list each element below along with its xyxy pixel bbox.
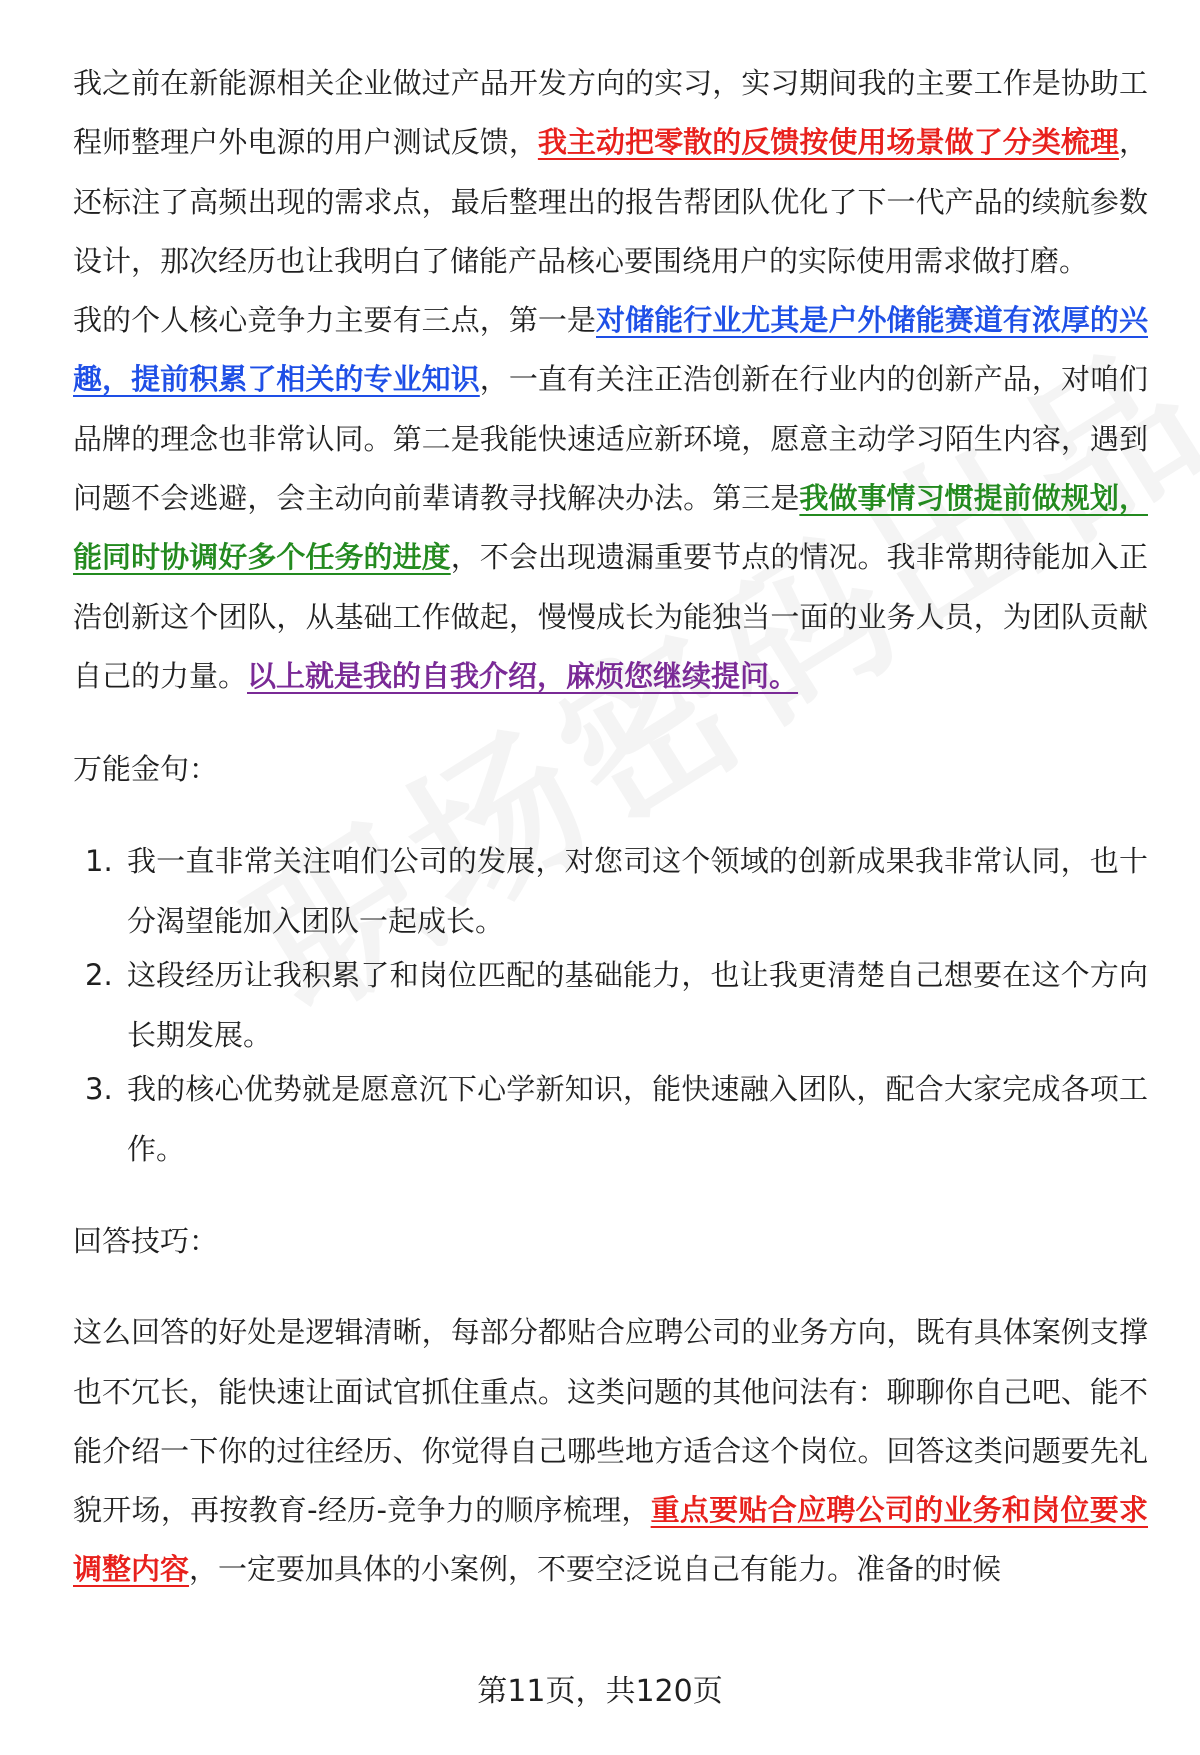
tips-text-2: ，一定要加具体的小案例，不要空泛说自己有能力。准备的时候: [189, 1552, 1002, 1587]
list-item-text: 我一直非常关注咱们公司的发展，对您司这个领域的创新成果我非常认同，也十分渴望能加入团队一起成长。: [127, 844, 1148, 938]
list-item: [73, 832, 1148, 951]
tips-paragraph: [73, 1303, 1148, 1599]
competence-text-2: ，一直有关注正浩创新在行业内的创新产品，对咱们品牌的理念也非常认同。第二是我能快速适应新环境，愿意主动学习陌生内容，遇到问题不会逃避，会主动向前辈请教寻找解决办法。第三是: [73, 362, 1148, 516]
intro-text-2: ，还标注了高频出现的需求点，最后整理出的报告帮团队优化了下一代产品的续航参数设计，那次经历也让我明白了储能产品核心要围绕用户的实际使用需求做打磨。: [73, 125, 1148, 278]
list-item-number: 1.: [85, 844, 113, 879]
list-item: [73, 946, 1148, 1065]
golden-sentences-list: [73, 832, 1148, 1179]
golden-sentences-label: 万能金句：: [73, 752, 219, 787]
tips-label: 回答技巧：: [73, 1224, 219, 1259]
list-item: [73, 1060, 1148, 1179]
intro-text-1: 我之前在新能源相关企业做过产品开发方向的实习，实习期间我的主要工作是协助工程师整理户外电源的用户测试反馈，: [73, 66, 1148, 160]
list-item-text: 我的核心优势就是愿意沉下心学新知识，能快速融入团队，配合大家完成各项工作。: [127, 1072, 1148, 1166]
competence-text-3: ，不会出现遗漏重要节点的情况。我非常期待能加入正浩创新这个团队，从基础工作做起，慢慢成长为能独当一面的业务人员，为团队贡献自己的力量。: [73, 540, 1148, 693]
tips-highlight-red: 重点要贴合应聘公司的业务和岗位要求调整内容: [73, 1493, 1148, 1587]
competence-highlight-purple: 以上就是我的自我介绍，麻烦您继续提问。: [247, 658, 799, 693]
competence-paragraph: [73, 291, 1148, 706]
intro-highlight-red: 我主动把零散的反馈按使用场景做了分类梳理: [537, 125, 1119, 160]
list-item-number: 2.: [85, 958, 113, 993]
list-item-text: 这段经历让我积累了和岗位匹配的基础能力，也让我更清楚自己想要在这个方向长期发展。: [127, 958, 1148, 1052]
intro-paragraph: [73, 54, 1148, 291]
tips-text-1: 这么回答的好处是逻辑清晰，每部分都贴合应聘公司的业务方向，既有具体案例支撑也不冗长，能快速让面试官抓住重点。这类问题的其他问法有：聊聊你自己吧、能不能介绍一下你的过往经历、你觉得自己哪些地方适合这个岗位。回答这类问题要先礼貌开场，再按教育-经历-竞争力的顺序梳理，: [73, 1315, 1148, 1528]
list-item-number: 3.: [85, 1072, 113, 1107]
competence-highlight-green: 我做事情习惯提前做规划，能同时协调好多个任务的进度: [73, 481, 1148, 575]
competence-text-1: 我的个人核心竞争力主要有三点，第一是: [73, 303, 596, 338]
competence-highlight-blue: 对储能行业尤其是户外储能赛道有浓厚的兴趣，提前积累了相关的专业知识: [73, 303, 1148, 397]
page-number-footer: 第11页，共120页: [477, 1674, 723, 1709]
document-body: [73, 54, 1148, 1600]
